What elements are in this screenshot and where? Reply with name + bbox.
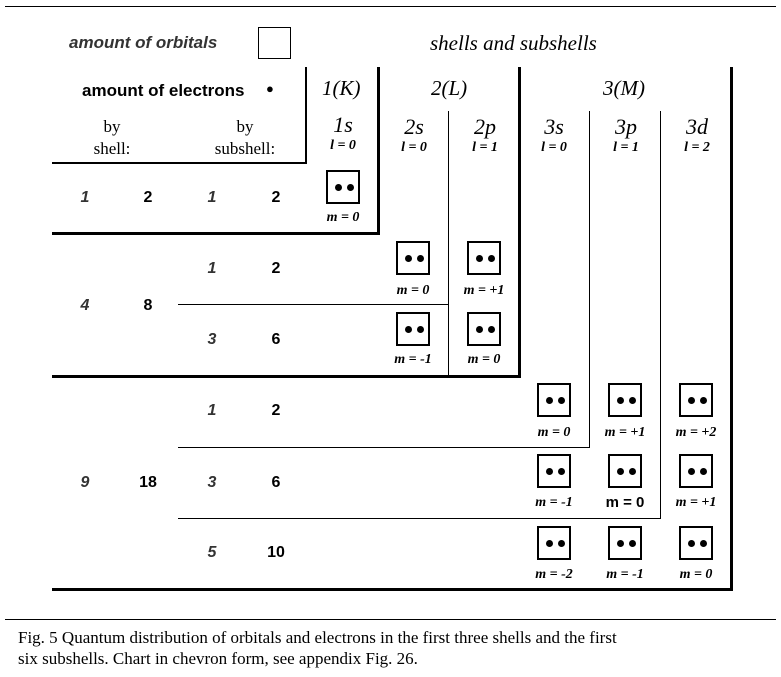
orbital-m-label: m = +1 xyxy=(675,495,717,510)
shell-label-k: 1(K) xyxy=(322,76,361,100)
electron-dot xyxy=(688,468,695,475)
figure-caption-line1: Fig. 5 Quantum distribution of orbitals and electrons in the first three shells and the first xyxy=(18,628,617,647)
electron-dot xyxy=(688,540,695,547)
subshell-3p-electron-count: 6 xyxy=(271,474,281,491)
orbital-m-label: m = +1 xyxy=(463,283,505,298)
orbital-box xyxy=(679,454,713,488)
orbitals-legend-label: amount of orbitals xyxy=(69,33,218,52)
shell-m-bottom-border xyxy=(52,588,733,591)
by-subshell-header-line1: by xyxy=(236,117,254,136)
electron-dot xyxy=(546,540,553,547)
shell-l-right-border xyxy=(518,67,521,378)
shell-m-orbital-count: 9 xyxy=(80,474,90,491)
divider-3s-3p xyxy=(589,111,590,448)
by-subshell-header-line2: subshell: xyxy=(214,139,276,158)
orbital-m-label: m = -1 xyxy=(535,495,573,510)
orbital-box xyxy=(396,241,430,275)
by-shell-header xyxy=(80,116,144,160)
orbital-box xyxy=(679,383,713,417)
row-divider-l xyxy=(178,304,449,305)
orbital-m-label: m = 0 xyxy=(537,425,571,440)
bottom-rule xyxy=(5,619,776,620)
subshell-3p-orbital-count: 3 xyxy=(207,474,217,491)
subshell-l-2p: l = 1 xyxy=(472,140,498,155)
subshell-l-1s: l = 0 xyxy=(330,138,356,153)
orbital-m-label: m = -1 xyxy=(394,352,432,367)
shell-k-right-border xyxy=(377,67,380,234)
orbital-m-label: m = 0 xyxy=(605,494,645,511)
shell-label-l: 2(L) xyxy=(431,76,468,100)
orbital-m-label: m = 0 xyxy=(326,210,360,225)
by-shell-header-line2: shell: xyxy=(93,139,131,158)
diagram-title: shells and subshells xyxy=(430,31,597,55)
subshell-l-3s: l = 0 xyxy=(541,140,567,155)
orbital-legend-box xyxy=(258,27,291,59)
subshell-2s-orbital-count: 1 xyxy=(207,260,217,277)
electron-dot xyxy=(476,255,483,262)
electron-dot xyxy=(417,326,424,333)
shell-label-m: 3(M) xyxy=(603,76,645,100)
shell-k-electron-count: 2 xyxy=(143,189,153,206)
shell-l-bottom-border xyxy=(52,375,521,378)
by-subshell-header xyxy=(203,116,287,160)
header-vertical xyxy=(305,67,307,164)
electron-dot xyxy=(700,540,707,547)
orbital-m-label: m = -1 xyxy=(606,567,644,582)
subshell-l-3p: l = 1 xyxy=(613,140,639,155)
electron-dot xyxy=(546,468,553,475)
electron-dot xyxy=(558,397,565,404)
subshell-l-2s: l = 0 xyxy=(401,140,427,155)
electron-dot xyxy=(488,255,495,262)
subshell-name-2p: 2p xyxy=(474,114,496,139)
subshell-3s-electron-count: 2 xyxy=(271,402,281,419)
electron-dot xyxy=(617,468,624,475)
shell-m-right-border xyxy=(730,67,733,590)
subshell-name-3s: 3s xyxy=(544,114,564,139)
electron-dot xyxy=(629,468,636,475)
subshell-1s-electron-count: 2 xyxy=(271,189,281,206)
electron-dot xyxy=(417,255,424,262)
electron-dot xyxy=(488,326,495,333)
orbital-box xyxy=(326,170,360,204)
orbital-box xyxy=(608,526,642,560)
orbital-box xyxy=(467,241,501,275)
subshell-name-2s: 2s xyxy=(404,114,424,139)
subshell-3d-electron-count: 10 xyxy=(267,544,285,561)
electron-dot xyxy=(700,397,707,404)
subshell-2p-electron-count: 6 xyxy=(271,331,281,348)
orbital-m-label: m = +2 xyxy=(675,425,717,440)
orbital-box xyxy=(396,312,430,346)
subshell-2s-electron-count: 2 xyxy=(271,260,281,277)
electron-dot xyxy=(476,326,483,333)
electron-dot xyxy=(629,540,636,547)
electron-dot xyxy=(558,540,565,547)
shell-k-bottom-border xyxy=(52,232,380,235)
orbital-m-label: m = 0 xyxy=(396,283,430,298)
shell-k-orbital-count: 1 xyxy=(80,189,90,206)
shell-m-electron-count: 18 xyxy=(139,474,157,491)
subshell-name-3p: 3p xyxy=(615,114,637,139)
electron-dot xyxy=(629,397,636,404)
electron-dot xyxy=(405,255,412,262)
figure-caption-line2: six subshells. Chart in chevron form, see appendix Fig. 26. xyxy=(18,649,418,668)
divider-3p-3d xyxy=(660,111,661,519)
electron-dot xyxy=(335,184,342,191)
orbital-m-label: m = +1 xyxy=(604,425,646,440)
subshell-3s-orbital-count: 1 xyxy=(207,402,217,419)
orbital-box xyxy=(537,383,571,417)
electron-dot xyxy=(347,184,354,191)
electron-dot xyxy=(617,397,624,404)
by-shell-header-line1: by xyxy=(103,117,121,136)
electron-legend-dot: ● xyxy=(266,81,274,96)
electron-dot xyxy=(688,397,695,404)
header-divider xyxy=(52,162,306,164)
shell-l-orbital-count: 4 xyxy=(80,297,90,314)
row-divider-m2 xyxy=(178,518,661,519)
subshell-2p-orbital-count: 3 xyxy=(207,331,217,348)
subshell-name-1s: 1s xyxy=(333,112,353,137)
electrons-legend-label: amount of electrons xyxy=(82,81,245,100)
orbital-m-label: m = -2 xyxy=(535,567,573,582)
orbital-box xyxy=(608,454,642,488)
orbital-box xyxy=(537,454,571,488)
shell-l-electron-count: 8 xyxy=(143,297,153,314)
subshell-3d-orbital-count: 5 xyxy=(207,544,217,561)
orbital-box xyxy=(467,312,501,346)
orbital-box xyxy=(537,526,571,560)
electron-dot xyxy=(617,540,624,547)
orbital-box xyxy=(679,526,713,560)
subshell-1s-orbital-count: 1 xyxy=(207,189,217,206)
orbital-m-label: m = 0 xyxy=(679,567,713,582)
electron-dot xyxy=(558,468,565,475)
divider-2s-2p xyxy=(448,111,449,376)
row-divider-m1 xyxy=(178,447,590,448)
subshell-l-3d: l = 2 xyxy=(684,140,710,155)
figure-caption xyxy=(18,627,768,669)
electron-dot xyxy=(405,326,412,333)
subshell-name-3d: 3d xyxy=(686,114,708,139)
top-rule xyxy=(5,6,776,7)
electron-dot xyxy=(546,397,553,404)
orbital-m-label: m = 0 xyxy=(467,352,501,367)
orbital-box xyxy=(608,383,642,417)
electron-dot xyxy=(700,468,707,475)
